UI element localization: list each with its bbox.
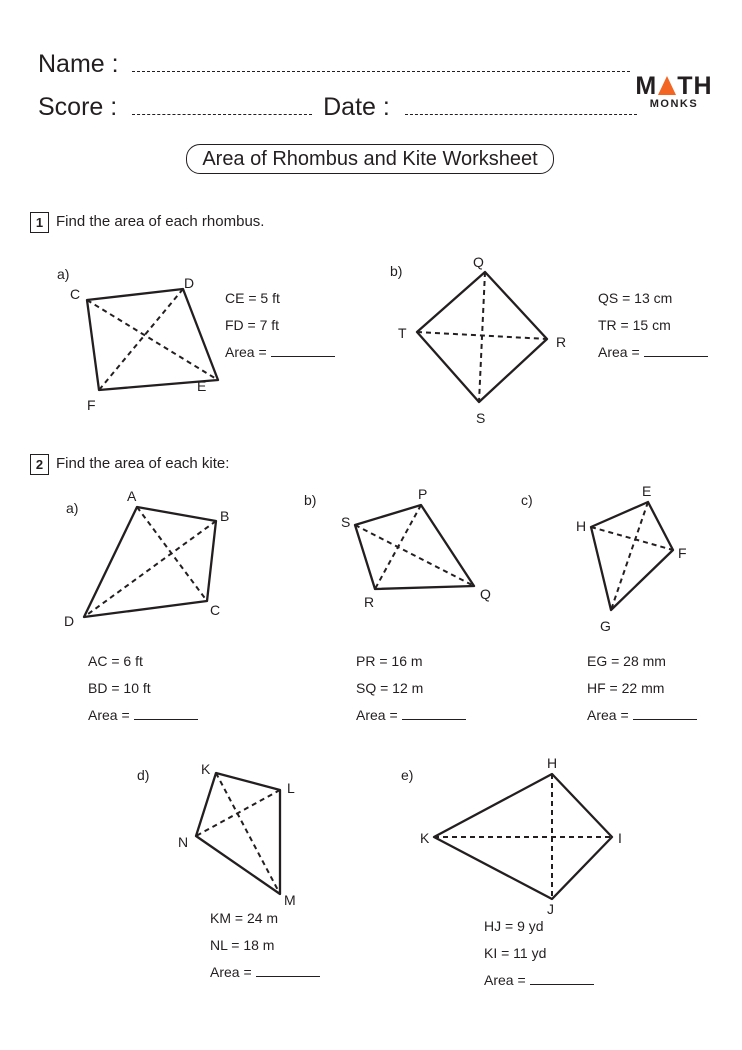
q2d-area-label: Area =: [210, 964, 252, 980]
q2c-kite-figure: [576, 483, 687, 634]
q2c-vertex-f: F: [678, 545, 687, 561]
q1b-vertex-t: T: [398, 325, 407, 341]
q2c-label: c): [521, 492, 533, 508]
q2b-kite-figure: [341, 486, 491, 610]
q2b-vertex-s: S: [341, 514, 351, 530]
q2e-kite-outline: [434, 774, 612, 899]
q1a-vertex-e: E: [197, 378, 207, 394]
q1a-area-label: Area =: [225, 344, 267, 360]
q1b-rhombus-figure: [398, 254, 566, 426]
q2e-vertex-j: J: [547, 901, 554, 917]
q2a-vertex-a: A: [127, 488, 137, 504]
q1b-vertex-r: R: [556, 334, 567, 350]
q2b-label: b): [304, 492, 317, 508]
q2b-given-1: PR = 16 m: [356, 653, 423, 669]
q2c-vertex-g: G: [600, 618, 611, 634]
q1a-vertex-d: D: [184, 275, 195, 291]
q2e-kite-figure: [420, 755, 622, 917]
q2b-area-label: Area =: [356, 707, 398, 723]
logo-letter-m: M: [635, 72, 658, 100]
question-1-number: 1: [30, 212, 49, 233]
q2c-kite-outline: [591, 502, 673, 610]
q2d-vertex-l: L: [287, 780, 295, 796]
date-label: Date :: [323, 93, 390, 121]
q2d-label: d): [137, 767, 150, 783]
q2c-given-1: EG = 28 mm: [587, 653, 666, 669]
q2a-given-2: BD = 10 ft: [88, 680, 151, 696]
q2d-kite-figure: [178, 761, 296, 908]
q2b-vertex-r: R: [364, 594, 375, 610]
q2b-diagonal-sq: [355, 525, 474, 586]
q2d-kite-outline: [196, 773, 280, 894]
q2e-label: e): [401, 767, 414, 783]
q1b-given-2: TR = 15 cm: [598, 317, 671, 333]
q2c-vertex-e: E: [642, 483, 652, 499]
q2b-given-2: SQ = 12 m: [356, 680, 424, 696]
q2a-vertex-d: D: [64, 613, 75, 629]
q2e-vertex-i: I: [618, 830, 622, 846]
q2d-vertex-n: N: [178, 834, 189, 850]
q2c-given-2: HF = 22 mm: [587, 680, 665, 696]
q2e-vertex-h: H: [547, 755, 558, 771]
q1b-given-1: QS = 13 cm: [598, 290, 673, 306]
q2a-vertex-b: B: [220, 508, 230, 524]
q2e-vertex-k: K: [420, 830, 430, 846]
q2b-vertex-p: P: [418, 486, 428, 502]
q2a-kite-figure: [64, 488, 229, 629]
q1a-vertex-f: F: [87, 397, 96, 413]
q1a-given-2: FD = 7 ft: [225, 317, 280, 333]
q1a-diagonal-fd: [99, 289, 183, 390]
q2c-diagonal-eg: [611, 502, 648, 610]
logo-letters-th: TH: [677, 72, 713, 100]
q2b-kite-outline: [355, 505, 474, 589]
q2a-label: a): [66, 500, 79, 516]
q2e-given-1: HJ = 9 yd: [484, 918, 544, 934]
q2d-given-2: NL = 18 m: [210, 937, 275, 953]
q2d-vertex-m: M: [284, 892, 296, 908]
q2e-area-label: Area =: [484, 972, 526, 988]
q2c-area-label: Area =: [587, 707, 629, 723]
q1b-vertex-s: S: [476, 410, 486, 426]
q2b-vertex-q: Q: [480, 586, 491, 602]
question-2-instruction: Find the area of each kite:: [56, 455, 230, 472]
q1b-label: b): [390, 263, 403, 279]
worksheet-title: Area of Rhombus and Kite Worksheet: [186, 144, 554, 174]
q1a-given-1: CE = 5 ft: [225, 290, 280, 306]
q2c-vertex-h: H: [576, 518, 587, 534]
q2e-given-2: KI = 11 yd: [484, 945, 547, 961]
q2d-vertex-k: K: [201, 761, 211, 777]
q2d-given-1: KM = 24 m: [210, 910, 279, 926]
question-2-number: 2: [30, 454, 49, 475]
name-label: Name :: [38, 50, 119, 78]
q2a-given-1: AC = 6 ft: [88, 653, 143, 669]
q1a-diagonal-ce: [87, 300, 218, 380]
score-label: Score :: [38, 93, 118, 121]
q2d-diagonal-km: [216, 773, 280, 894]
q2a-area-label: Area =: [88, 707, 130, 723]
q1a-vertex-c: C: [70, 286, 81, 302]
q1a-label: a): [57, 266, 70, 282]
q1b-area-label: Area =: [598, 344, 640, 360]
logo-monks: MONKS: [649, 98, 699, 110]
q1a-rhombus-figure: [70, 275, 218, 413]
question-1-instruction: Find the area of each rhombus.: [56, 213, 265, 230]
q1b-diagonal-qs: [479, 272, 485, 402]
q2a-vertex-c: C: [210, 602, 221, 618]
q1b-vertex-q: Q: [473, 254, 484, 270]
